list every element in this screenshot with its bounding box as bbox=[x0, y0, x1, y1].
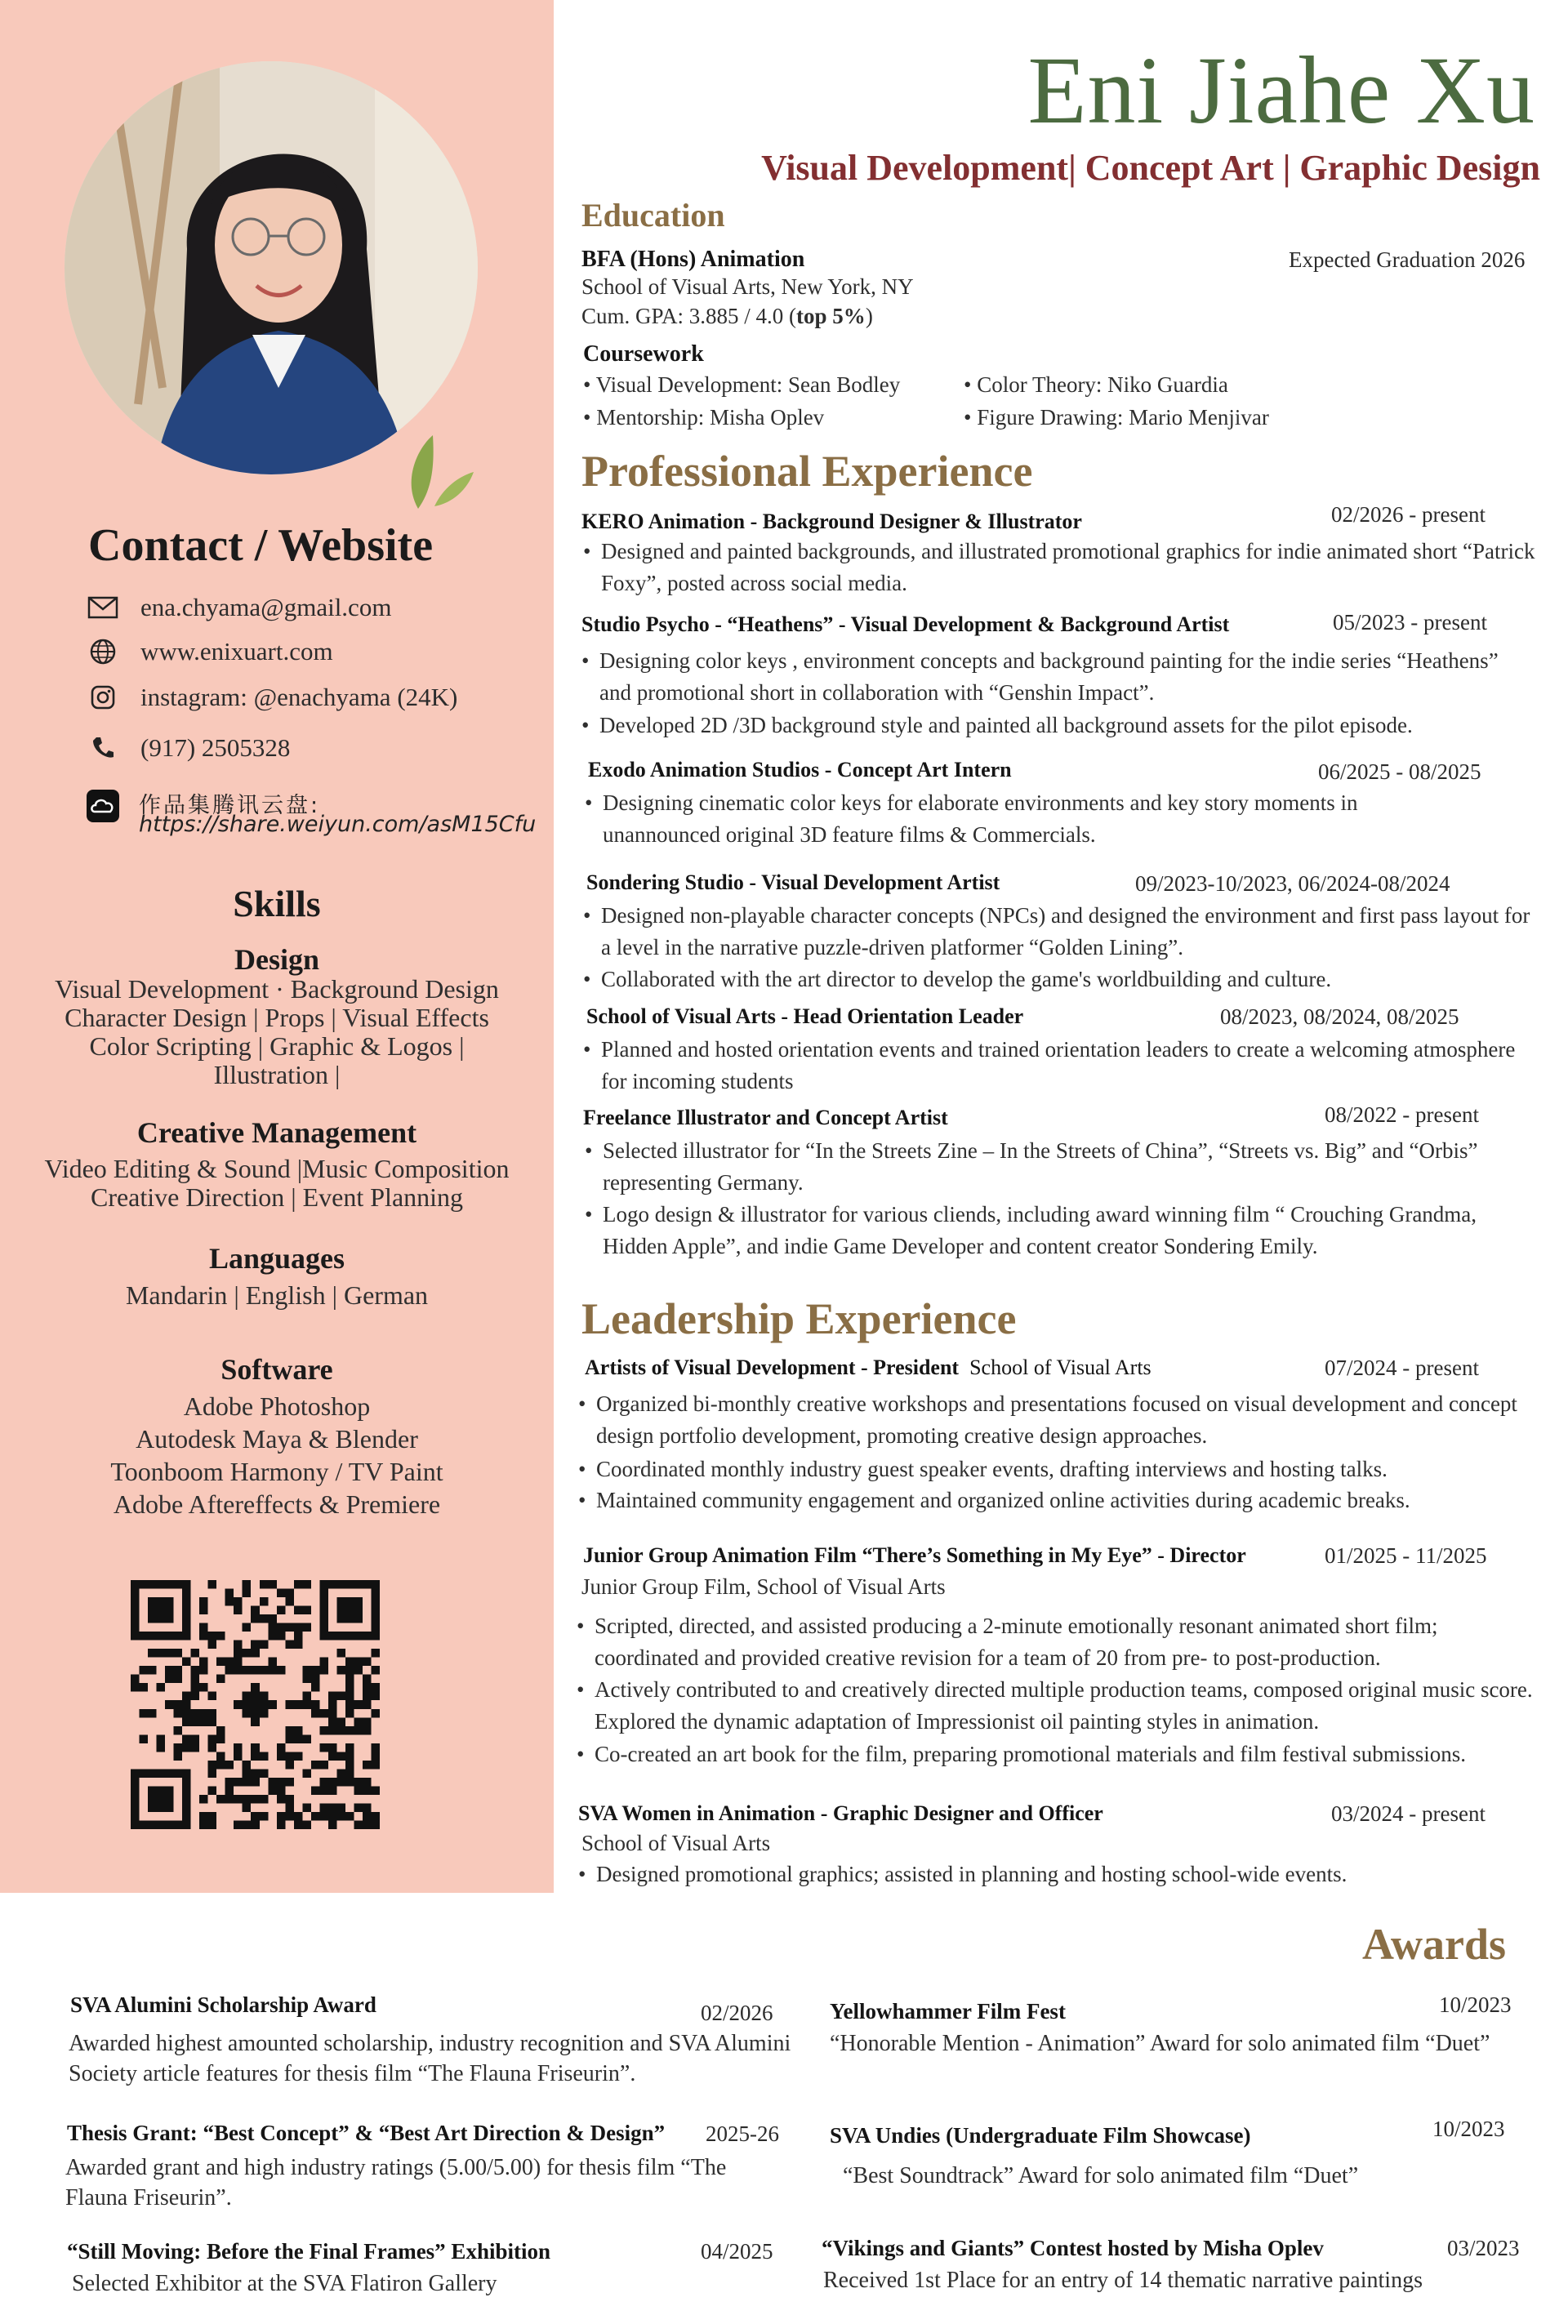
leadership-bullet-text: Maintained community engagement and organized online activities during academic breaks. bbox=[596, 1488, 1410, 1512]
gpa-close: ) bbox=[865, 304, 873, 328]
leadership-org: School of Visual Arts bbox=[969, 1356, 1152, 1379]
job-date: 09/2023-10/2023, 06/2024-08/2024 bbox=[1135, 871, 1450, 896]
job-bullet-text: Developed 2D /3D background style and painted all background assets for the pilot episode. bbox=[599, 713, 1413, 737]
job-bullet: • Collaborated with the art director to develop the game's worldbuilding and culture. bbox=[583, 967, 1332, 991]
cloud-drive-link[interactable]: https://share.weiyun.com/asM15Cfu bbox=[139, 812, 537, 837]
coursework-title: Coursework bbox=[583, 341, 704, 367]
leadership-bullet-text: Co-created an art book for the film, preparing promotional materials and film festival submissions. bbox=[595, 1742, 1466, 1766]
leadership-date: 01/2025 - 11/2025 bbox=[1325, 1543, 1487, 1568]
course-item: • Visual Development: Sean Bodley bbox=[583, 372, 901, 397]
job-bullet: • Designed non-playable character concepts (NPCs) and designed the environment and first pass layout for a level in the narrative puzzle-driven platformer “Golden Lining”. bbox=[583, 903, 1530, 959]
leadership-bullet-text: Designed promotional graphics; assisted in planning and hosting school-wide events. bbox=[596, 1862, 1348, 1886]
leadership-org: School of Visual Arts bbox=[581, 1831, 771, 1855]
education-title: Education bbox=[581, 197, 725, 234]
software-line: Toonboom Harmony / TV Paint bbox=[110, 1457, 443, 1486]
job-date: 02/2026 - present bbox=[1331, 502, 1486, 527]
leadership-bullet-text: Scripted, directed, and assisted producing a 2-minute emotionally resonant animated short film; coordinated and provided creative revision for a team of 20 from pre- to post-production. bbox=[595, 1614, 1438, 1670]
leadership-date: 03/2024 - present bbox=[1331, 1801, 1486, 1826]
leadership-bullet: • Designed promotional graphics; assisted in planning and hosting school-wide events. bbox=[578, 1862, 1348, 1886]
award-description: Awarded highest amounted scholarship, industry recognition and SVA Alumini Society article features for thesis film “The Flauna Friseurin”. bbox=[69, 2031, 791, 2086]
software-title: Software bbox=[220, 1353, 333, 1386]
award-title: Thesis Grant: “Best Concept” & “Best Art Direction & Design” bbox=[67, 2121, 666, 2145]
leadership-bullet: • Co-created an art book for the film, preparing promotional materials and film festival submissions. bbox=[577, 1742, 1466, 1766]
award-date: 03/2023 bbox=[1447, 2236, 1520, 2260]
contact-website[interactable] bbox=[85, 634, 333, 670]
languages-title: Languages bbox=[208, 1242, 345, 1275]
job-title: KERO Animation - Background Designer & Illustrator bbox=[581, 510, 1082, 533]
job-bullet: • Developed 2D /3D background style and painted all background assets for the pilot episode. bbox=[581, 713, 1413, 737]
languages-line: Mandarin | English | German bbox=[125, 1280, 429, 1310]
website-text: www.enixuart.com bbox=[140, 637, 333, 666]
job-title: Studio Psycho - “Heathens” - Visual Development & Background Artist bbox=[581, 612, 1230, 636]
leadership-bullet: • Maintained community engagement and organized online activities during academic breaks. bbox=[578, 1488, 1410, 1512]
award-description: “Honorable Mention - Animation” Award for solo animated film “Duet” bbox=[830, 2031, 1490, 2056]
email-text: ena.chyama@gmail.com bbox=[140, 593, 392, 621]
job-bullet-text: Designing cinematic color keys for elaborate environments and key story moments in unannounced original 3D feature films & Commercials. bbox=[603, 790, 1358, 847]
course-item: • Mentorship: Misha Oplev bbox=[583, 405, 825, 430]
job-bullet: • Selected illustrator for “In the Streets Zine – In the Streets of China”, “Streets vs. Big” and “Orbis” representing Germany. bbox=[585, 1138, 1478, 1195]
leaves-decoration bbox=[402, 431, 475, 513]
creative-line: Video Editing & Sound |Music Composition bbox=[44, 1154, 510, 1183]
software-line: Adobe Photoshop bbox=[183, 1391, 371, 1421]
course-item: • Color Theory: Niko Guardia bbox=[964, 372, 1228, 397]
job-bullet: • Logo design & illustrator for various cliends, including award winning film “ Crouching Grandma, Hidden Apple”, and indie Game Developer and content creator Sondering Emily. bbox=[585, 1202, 1477, 1258]
gpa-rank: top 5% bbox=[796, 304, 866, 328]
leadership-bullet: • Scripted, directed, and assisted producing a 2-minute emotionally resonant animated short film; coordinated and provided creative revision for a team of 20 from pre- to post-production. bbox=[577, 1614, 1438, 1670]
software-line: Adobe Aftereffects & Premiere bbox=[113, 1489, 441, 1519]
profile-photo bbox=[65, 61, 478, 474]
degree: BFA (Hons) Animation bbox=[581, 247, 805, 272]
instagram-icon bbox=[85, 681, 121, 714]
design-line: Visual Development · Background Design bbox=[55, 974, 499, 1004]
award-description: Received 1st Place for an entry of 14 thematic narrative paintings bbox=[823, 2268, 1423, 2293]
award-date: 10/2023 bbox=[1439, 1992, 1512, 2017]
leadership-title: SVA Women in Animation - Graphic Designer and Officer bbox=[578, 1801, 1103, 1825]
gpa-text: Cum. GPA: 3.885 / 4.0 ( bbox=[581, 304, 797, 328]
professional-experience-title: Professional Experience bbox=[581, 447, 1033, 496]
award-date: 04/2025 bbox=[701, 2239, 773, 2264]
cloud-drive-icon bbox=[85, 790, 121, 822]
instagram-text: instagram: @enachyama (24K) bbox=[140, 683, 458, 711]
job-bullet-text: Planned and hosted orientation events and trained orientation leaders to create a welcoming atmosphere for incoming students bbox=[601, 1037, 1516, 1093]
skills-title: Skills bbox=[233, 883, 321, 924]
award-description: Awarded grant and high industry ratings (5.00/5.00) for thesis film “The Flauna Friseurin”. bbox=[65, 2155, 727, 2210]
phone-text: (917) 2505328 bbox=[140, 733, 291, 762]
job-date: 08/2022 - present bbox=[1325, 1102, 1479, 1127]
leadership-bullet-text: Organized bi-monthly creative workshops and presentations focused on visual development and concept design portfolio development, promoting creative design approaches. bbox=[596, 1391, 1517, 1448]
leadership-org: Junior Group Film, School of Visual Arts bbox=[581, 1574, 946, 1599]
course-item: • Figure Drawing: Mario Menjivar bbox=[964, 405, 1269, 430]
award-date: 2025-26 bbox=[706, 2121, 779, 2146]
school-name: School of Visual Arts, New York, NY bbox=[581, 274, 914, 299]
contact-title: Contact / Website bbox=[88, 520, 434, 571]
graduation-date: Expected Graduation 2026 bbox=[1289, 247, 1526, 272]
job-bullet: • Planned and hosted orientation events and trained orientation leaders to create a welcoming atmosphere for incoming students bbox=[583, 1037, 1516, 1093]
design-title: Design bbox=[234, 943, 319, 976]
leadership-bullet: • Actively contributed to and creatively directed multiple production teams, composed original music score. Explored the dynamic adaptation of Impressionist oil painting styles in animation. bbox=[577, 1677, 1533, 1734]
job-bullet: • Designed and painted backgrounds, and illustrated promotional graphics for indie animated short “Patrick Foxy”, posted across social media. bbox=[583, 539, 1535, 595]
job-title: Sondering Studio - Visual Development Artist bbox=[586, 870, 1000, 894]
creative-line: Creative Direction | Event Planning bbox=[90, 1182, 464, 1212]
candidate-name: Eni Jiahe Xu bbox=[1027, 37, 1535, 144]
award-title: SVA Undies (Undergraduate Film Showcase) bbox=[830, 2123, 1251, 2148]
award-description: Selected Exhibitor at the SVA Flatiron Gallery bbox=[72, 2271, 497, 2296]
awards-title: Awards bbox=[1362, 1920, 1507, 1969]
award-title: “Still Moving: Before the Final Frames” Exhibition bbox=[67, 2239, 550, 2264]
job-bullet: • Designing cinematic color keys for elaborate environments and key story moments in unannounced original 3D feature films & Commercials. bbox=[585, 790, 1358, 847]
software-list bbox=[0, 1390, 554, 1520]
job-title: Exodo Animation Studios - Concept Art Intern bbox=[588, 758, 1012, 781]
leadership-bullet-text: Coordinated monthly industry guest speaker events, drafting interviews and hosting talks. bbox=[596, 1457, 1388, 1481]
job-bullet-text: Logo design & illustrator for various cliends, including award winning film “ Crouching Grandma, Hidden Apple”, and indie Game Developer and content creator Sondering Emily. bbox=[603, 1202, 1477, 1258]
design-line: Character Design | Props | Visual Effects bbox=[65, 1003, 489, 1032]
design-line: Illustration | bbox=[213, 1060, 341, 1089]
award-title: SVA Alumini Scholarship Award bbox=[70, 1992, 376, 2017]
gpa bbox=[581, 304, 873, 329]
creative-management-list bbox=[0, 1155, 554, 1212]
leadership-bullet: • Coordinated monthly industry guest speaker events, drafting interviews and hosting talks. bbox=[578, 1457, 1388, 1481]
job-bullet-text: Designed and painted backgrounds, and illustrated promotional graphics for indie animated short “Patrick Foxy”, posted across social media. bbox=[601, 539, 1535, 595]
globe-icon bbox=[85, 635, 121, 668]
leadership-title: Junior Group Animation Film “There’s Something in My Eye” - Director bbox=[583, 1543, 1246, 1567]
candidate-tagline: Visual Development| Concept Art | Graphic Design bbox=[761, 148, 1540, 188]
award-title: Yellowhammer Film Fest bbox=[830, 1999, 1066, 2023]
design-list bbox=[0, 975, 554, 1089]
sidebar bbox=[0, 0, 554, 1893]
design-line: Color Scripting | Graphic & Logos | bbox=[89, 1031, 465, 1061]
creative-management-title: Creative Management bbox=[136, 1116, 417, 1149]
contact-phone[interactable] bbox=[85, 730, 290, 766]
job-title: School of Visual Arts - Head Orientation Leader bbox=[586, 1004, 1024, 1028]
job-bullet-text: Designed non-playable character concepts (NPCs) and designed the environment and first pass layout for a level in the narrative puzzle-driven platformer “Golden Lining”. bbox=[601, 903, 1530, 959]
leadership-role: Artists of Visual Development - President bbox=[585, 1356, 960, 1379]
job-bullet-text: Designing color keys , environment concepts and background painting for the indie series “Heathens” and promotional short in collaboration with “Genshin Impact”. bbox=[599, 648, 1499, 705]
leadership-experience-title: Leadership Experience bbox=[581, 1294, 1017, 1343]
leadership-bullet-text: Actively contributed to and creatively directed multiple production teams, composed original music score. Explored the dynamic adaptation of Impressionist oil painting styles in animation. bbox=[595, 1677, 1533, 1734]
award-description: “Best Soundtrack” Award for solo animated film “Duet” bbox=[843, 2163, 1359, 2188]
software-line: Autodesk Maya & Blender bbox=[136, 1424, 418, 1454]
job-bullet: • Designing color keys , environment concepts and background painting for the indie series “Heathens” and promotional short in collaboration with “Genshin Impact”. bbox=[581, 648, 1499, 705]
award-date: 02/2026 bbox=[701, 2001, 773, 2025]
job-bullet-text: Selected illustrator for “In the Streets Zine – In the Streets of China”, “Streets vs. Big” and “Orbis” representing Germany. bbox=[603, 1138, 1478, 1195]
job-date: 08/2023, 08/2024, 08/2025 bbox=[1220, 1004, 1459, 1029]
job-date: 06/2025 - 08/2025 bbox=[1318, 759, 1481, 784]
contact-instagram[interactable] bbox=[85, 679, 457, 715]
qr-code[interactable] bbox=[131, 1580, 380, 1829]
award-title: “Vikings and Giants” Contest hosted by Misha Oplev bbox=[822, 2236, 1324, 2260]
job-date: 05/2023 - present bbox=[1333, 610, 1487, 634]
mail-icon bbox=[85, 591, 121, 624]
job-title: Freelance Illustrator and Concept Artist bbox=[583, 1106, 948, 1129]
leadership-bullet: • Organized bi-monthly creative workshops and presentations focused on visual development and concept design portfolio development, promoting creative design approaches. bbox=[578, 1391, 1517, 1448]
job-bullet-text: Collaborated with the art director to develop the game's worldbuilding and culture. bbox=[601, 967, 1332, 991]
cloud-drive-label: 作品集腾讯云盘: bbox=[139, 793, 321, 818]
leadership-date: 07/2024 - present bbox=[1325, 1356, 1479, 1380]
phone-icon bbox=[85, 732, 121, 764]
leadership-title bbox=[585, 1356, 1152, 1380]
contact-email[interactable] bbox=[85, 590, 391, 626]
award-date: 10/2023 bbox=[1432, 2117, 1505, 2141]
contact-cloud[interactable] bbox=[85, 788, 140, 824]
